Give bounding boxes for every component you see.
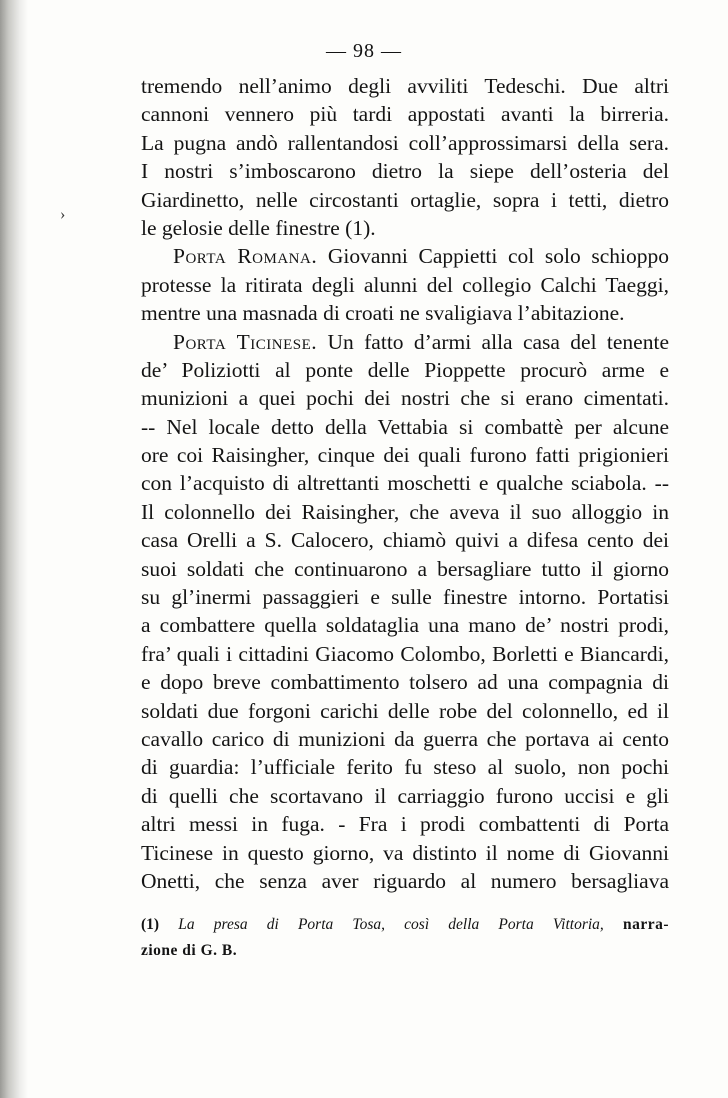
text-line: de’ Poliziotti al ponte delle Pioppette procurò arme e bbox=[141, 357, 669, 382]
text-line: -- Nel locale detto della Vettabia si combattè per alcune bbox=[141, 414, 669, 439]
text-line: Giardinetto, nelle circostanti ortaglie, sopra i tetti, dietro bbox=[141, 187, 669, 212]
text-line: Il colonnello dei Raisingher, che aveva il suo alloggio in bbox=[141, 499, 669, 524]
section-heading-porta-romana: Porta Romana. bbox=[173, 244, 318, 269]
text-line: Giovanni Cappietti col solo schioppo bbox=[327, 244, 669, 269]
text-line: su gl’inermi passaggieri e sulle finestre intorno. Portatisi bbox=[141, 585, 669, 610]
text-line: Un fatto d’armi alla casa del tenente bbox=[327, 329, 669, 354]
footnote-line bbox=[141, 912, 669, 938]
text-line: fra’ quali i cittadini Giacomo Colombo, Borletti e Biancardi, bbox=[141, 641, 669, 666]
text-line: cavallo carico di munizioni da guerra che portava ai cento bbox=[141, 726, 669, 751]
footnote-line bbox=[141, 938, 669, 964]
text-line: Ticinese in questo giorno, va distinto il nome di Giovanni bbox=[141, 840, 669, 865]
footnote bbox=[141, 912, 669, 964]
text-line: tremendo nell’animo degli avviliti Tedeschi. Due altri bbox=[141, 74, 669, 98]
text-line: ore coi Raisingher, cinque dei quali furono fatti prigionieri bbox=[141, 443, 669, 468]
text-line: altri messi in fuga. - Fra i prodi combattenti di Porta bbox=[141, 812, 669, 837]
text-line: protesse la ritirata degli alunni del collegio Calchi Taeggi, bbox=[141, 272, 669, 297]
body-text bbox=[141, 72, 669, 895]
paragraph-porta-ticinese bbox=[141, 328, 669, 356]
text-line: soldati due forgoni carichi delle robe del colonnello, ed il bbox=[141, 698, 669, 723]
footnote-title: La presa di Porta Tosa, così della Porta Vittoria, bbox=[178, 916, 604, 933]
text-line: e dopo breve combattimento tolsero ad una compagnia di bbox=[141, 670, 669, 695]
text-line: con l’acquisto di altrettanti moschetti e qualche sciabola. -- bbox=[141, 471, 669, 496]
text-line: le gelosie delle finestre (1). bbox=[141, 215, 376, 240]
text-line: I nostri s’imboscarono dietro la siepe dell’osteria del bbox=[141, 159, 669, 184]
footnote-continuation: zione di G. B. bbox=[141, 942, 238, 959]
text-line: cannoni vennero più tardi appostati avanti la birreria. bbox=[141, 102, 669, 127]
text-line: a combattere quella soldataglia una mano de’ nostri prodi, bbox=[141, 613, 669, 638]
binding-shadow bbox=[0, 0, 28, 1098]
paragraph-porta-romana bbox=[141, 242, 669, 270]
text-line: suoi soldati che continuarono a bersagliare tutto il giorno bbox=[141, 556, 669, 581]
text-line: munizioni a quei pochi dei nostri che si erano cimentati. bbox=[141, 386, 669, 411]
margin-mark: › bbox=[60, 206, 66, 223]
footnote-marker: (1) bbox=[141, 916, 160, 933]
footnote-continuation: narra- bbox=[622, 916, 670, 933]
section-heading-porta-ticinese: Porta Ticinese. bbox=[173, 329, 318, 354]
text-line: mentre una masnada di croati ne svaligiava l’abitazione. bbox=[141, 301, 625, 326]
text-line: di quelli che scortavano il carriaggio furono uccisi e gli bbox=[141, 783, 669, 808]
page-number: — 98 — bbox=[326, 40, 402, 62]
text-line: di guardia: l’ufficiale ferito fu steso al suolo, non pochi bbox=[141, 755, 669, 780]
text-line: La pugna andò rallentandosi coll’approssimarsi della sera. bbox=[141, 130, 669, 155]
text-line: Onetti, che senza aver riguardo al numero bersagliava bbox=[141, 868, 669, 893]
text-line: casa Orelli a S. Calocero, chiamò quivi a difesa cento dei bbox=[141, 528, 669, 553]
